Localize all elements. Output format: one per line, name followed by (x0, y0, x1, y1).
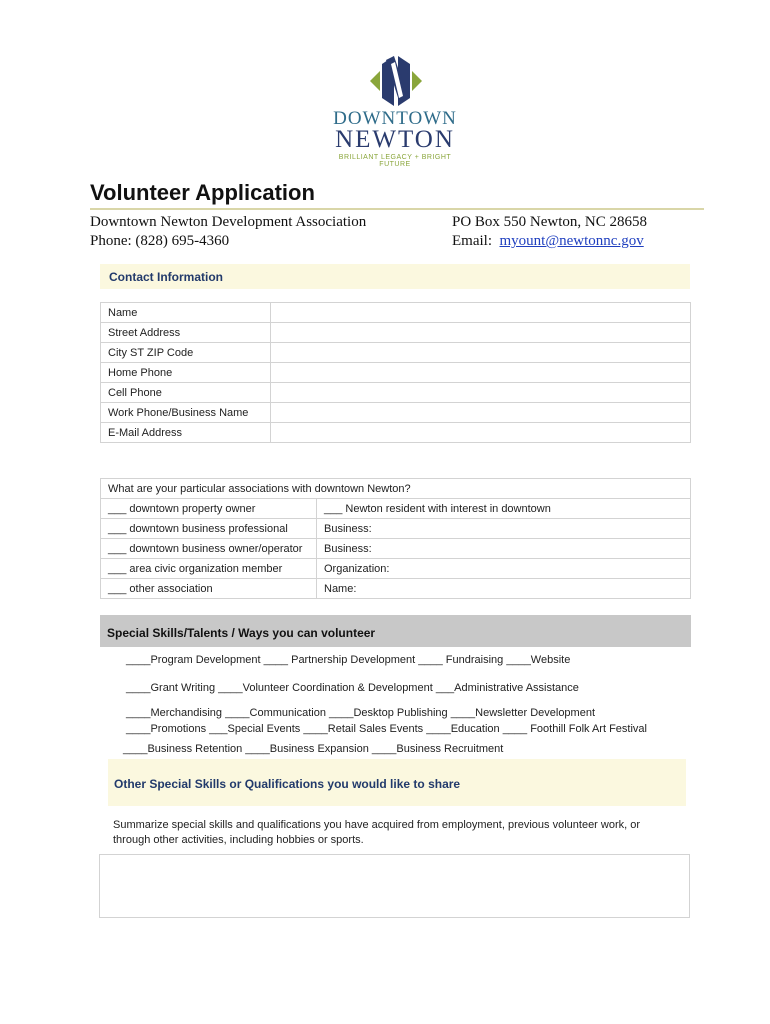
table-row (101, 479, 691, 499)
table-row (101, 303, 691, 323)
email-link[interactable]: myount@newtonnc.gov (499, 233, 644, 249)
table-row (101, 539, 691, 559)
home-phone-field[interactable] (271, 363, 691, 383)
logo-wordmark-downtown: DOWNTOWN (333, 108, 457, 129)
skills-options-line[interactable]: ____Business Retention ____Business Expansion ____Business Recruitment (123, 743, 504, 755)
association-option[interactable]: ___ area civic organization member (101, 559, 317, 579)
org-address: PO Box 550 Newton, NC 28658 (452, 214, 648, 230)
associations-question: What are your particular associations with downtown Newton? (101, 479, 691, 499)
skills-options-line[interactable]: ____Program Development ____ Partnership Development ____ Fundraising ____Website (126, 654, 571, 666)
association-option[interactable]: ___ Newton resident with interest in downtown (317, 499, 691, 519)
other-skills-heading: Other Special Skills or Qualifications you would like to share (114, 777, 461, 791)
table-row (101, 579, 691, 599)
table-row (101, 499, 691, 519)
table-row (101, 559, 691, 579)
page-title: Volunteer Application (90, 180, 315, 205)
association-name-field[interactable]: Name: (317, 579, 691, 599)
email-field[interactable] (271, 423, 691, 443)
table-row (101, 363, 691, 383)
table-row (101, 423, 691, 443)
name-field[interactable] (271, 303, 691, 323)
cell-phone-field[interactable] (271, 383, 691, 403)
contact-heading: Contact Information (109, 270, 223, 284)
table-row (101, 323, 691, 343)
field-label: City ST ZIP Code (101, 343, 271, 363)
association-option[interactable]: ___ other association (101, 579, 317, 599)
table-row (101, 519, 691, 539)
org-name: Downtown Newton Development Association (90, 214, 367, 230)
logo-tagline: BRILLIANT LEGACY + BRIGHT FUTURE (338, 154, 452, 168)
skills-options-line[interactable]: ____Promotions ___Special Events ____Retail Sales Events ____Education ____ Foothill Folk Art Festival (126, 723, 647, 735)
organization-field[interactable]: Organization: (317, 559, 691, 579)
field-label: Home Phone (101, 363, 271, 383)
field-label: E-Mail Address (101, 423, 271, 443)
org-phone: Phone: (828) 695-4360 (90, 233, 230, 249)
skills-options-line[interactable]: ____Merchandising ____Communication ____Desktop Publishing ____Newsletter Development (126, 707, 596, 719)
business-field[interactable]: Business: (317, 539, 691, 559)
table-row (101, 343, 691, 363)
contact-section-header (100, 264, 690, 289)
field-label: Cell Phone (101, 383, 271, 403)
association-option[interactable]: ___ downtown business professional (101, 519, 317, 539)
other-skills-section-header (108, 759, 686, 806)
table-row (101, 383, 691, 403)
city-st-zip-field[interactable] (271, 343, 691, 363)
title-divider (90, 208, 704, 210)
work-phone-field[interactable] (271, 403, 691, 423)
skills-heading: Special Skills/Talents / Ways you can volunteer (107, 626, 376, 640)
associations-table (100, 478, 691, 599)
association-option[interactable]: ___ downtown business owner/operator (101, 539, 317, 559)
email-label: Email: (452, 233, 492, 249)
business-field[interactable]: Business: (317, 519, 691, 539)
skills-section-header (100, 615, 691, 647)
table-row (101, 403, 691, 423)
logo-wordmark-newton: NEWTON (335, 126, 455, 153)
street-address-field[interactable] (271, 323, 691, 343)
org-email (452, 233, 644, 250)
summary-instructions: Summarize special skills and qualifications you have acquired from employment, previous volunteer work, or through other activities, including hobbies or sports. (113, 819, 641, 846)
contact-table (100, 302, 691, 443)
logo-mark-icon (370, 56, 422, 106)
field-label: Name (101, 303, 271, 323)
other-skills-textarea[interactable] (99, 854, 690, 918)
field-label: Street Address (101, 323, 271, 343)
association-option[interactable]: ___ downtown property owner (101, 499, 317, 519)
skills-options-line[interactable]: ____Grant Writing ____Volunteer Coordination & Development ___Administrative Assistance (126, 682, 579, 694)
field-label: Work Phone/Business Name (101, 403, 271, 423)
